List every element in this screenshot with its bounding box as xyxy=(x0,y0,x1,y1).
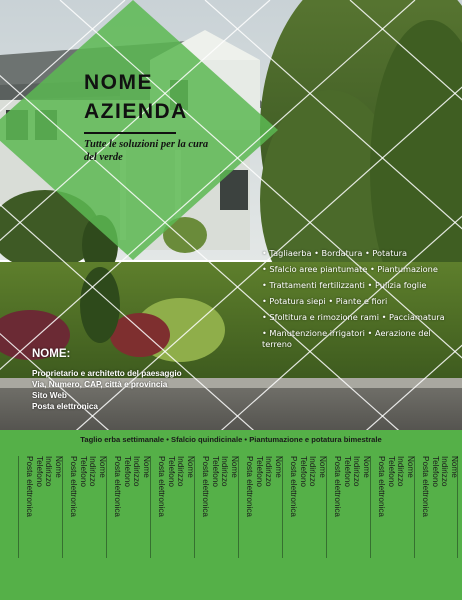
service-item: • Sfalcio aree piantumate • Piantumazione xyxy=(262,264,438,274)
contact-block xyxy=(32,348,232,412)
tab-address: Indirizzo xyxy=(308,456,318,487)
tab-phone: Telefono xyxy=(386,456,396,487)
tab-name: Nome xyxy=(450,456,459,478)
tab-address: Indirizzo xyxy=(88,456,98,487)
tab-email: Posta elettronica xyxy=(377,456,387,517)
tab-phone: Telefono xyxy=(122,456,132,487)
tab-phone: Telefono xyxy=(166,456,176,487)
tab-address: Indirizzo xyxy=(396,456,406,487)
tab-name: Nome xyxy=(274,456,283,478)
tab-email: Posta elettronica xyxy=(421,456,431,517)
tear-off-tab[interactable] xyxy=(194,456,238,558)
tear-off-tab[interactable] xyxy=(106,456,150,558)
tab-address: Indirizzo xyxy=(132,456,142,487)
company-name-line2: AZIENDA xyxy=(84,100,188,123)
tab-name: Nome xyxy=(230,456,239,478)
brand-divider xyxy=(84,132,176,134)
service-item: • Tagliaerba • Bordatura • Potatura xyxy=(262,248,408,258)
service-item: • Potatura siepi • Piante e fiori xyxy=(262,296,388,306)
service-item: • Trattamenti fertilizzanti • Pulizia foglie xyxy=(262,280,427,290)
tab-address: Indirizzo xyxy=(176,456,186,487)
tab-phone: Telefono xyxy=(254,456,264,487)
service-item: • Sfoltitura e rimozione rami • Pacciamatura xyxy=(262,312,445,322)
tab-phone: Telefono xyxy=(78,456,88,487)
tab-address: Indirizzo xyxy=(264,456,274,487)
tab-name: Nome xyxy=(362,456,371,478)
contact-role: Proprietario e architetto del paesaggio xyxy=(32,369,182,378)
company-tagline: Tutte le soluzioni per la cura del verde xyxy=(84,139,209,163)
tab-name: Nome xyxy=(98,456,107,478)
tab-phone: Telefono xyxy=(342,456,352,487)
tab-name: Nome xyxy=(318,456,327,478)
services-list xyxy=(262,248,458,355)
tab-email: Posta elettronica xyxy=(69,456,79,517)
tab-name: Nome xyxy=(186,456,195,478)
tear-off-tab[interactable] xyxy=(370,456,414,558)
tab-name: Nome xyxy=(54,456,63,478)
tab-email: Posta elettronica xyxy=(333,456,343,517)
company-name-line1: NOME xyxy=(84,71,153,94)
contact-name: NOME: xyxy=(32,348,71,360)
tab-address: Indirizzo xyxy=(44,456,54,487)
tear-off-tab[interactable] xyxy=(326,456,370,558)
tear-off-tab[interactable] xyxy=(282,456,326,558)
tab-email: Posta elettronica xyxy=(157,456,167,517)
tab-email: Posta elettronica xyxy=(289,456,299,517)
promo-line: Taglio erba settimanale • Sfalcio quindicinale • Piantumazione e potatura bimestrale xyxy=(80,435,382,444)
tab-email: Posta elettronica xyxy=(113,456,123,517)
tear-off-tab[interactable] xyxy=(238,456,282,558)
contact-website: Sito Web xyxy=(32,391,67,400)
tab-phone: Telefono xyxy=(34,456,44,487)
tear-off-tab[interactable] xyxy=(62,456,106,558)
tear-off-tab[interactable] xyxy=(18,456,62,558)
tear-off-tab[interactable] xyxy=(414,456,458,558)
tab-address: Indirizzo xyxy=(352,456,362,487)
contact-email: Posta elettronica xyxy=(32,402,98,411)
tab-email: Posta elettronica xyxy=(25,456,35,517)
service-item: • Manutenzione irrigatori • Aerazione del terreno xyxy=(262,328,431,349)
tab-address: Indirizzo xyxy=(220,456,230,487)
company-brand xyxy=(84,68,234,134)
contact-address: Via, Numero, CAP, città e provincia xyxy=(32,380,168,389)
tab-name: Nome xyxy=(142,456,151,478)
tab-address: Indirizzo xyxy=(440,456,450,487)
tab-phone: Telefono xyxy=(210,456,220,487)
tab-phone: Telefono xyxy=(298,456,308,487)
tear-off-tab[interactable] xyxy=(150,456,194,558)
tab-name: Nome xyxy=(406,456,415,478)
tab-email: Posta elettronica xyxy=(245,456,255,517)
tab-email: Posta elettronica xyxy=(201,456,211,517)
tab-phone: Telefono xyxy=(430,456,440,487)
